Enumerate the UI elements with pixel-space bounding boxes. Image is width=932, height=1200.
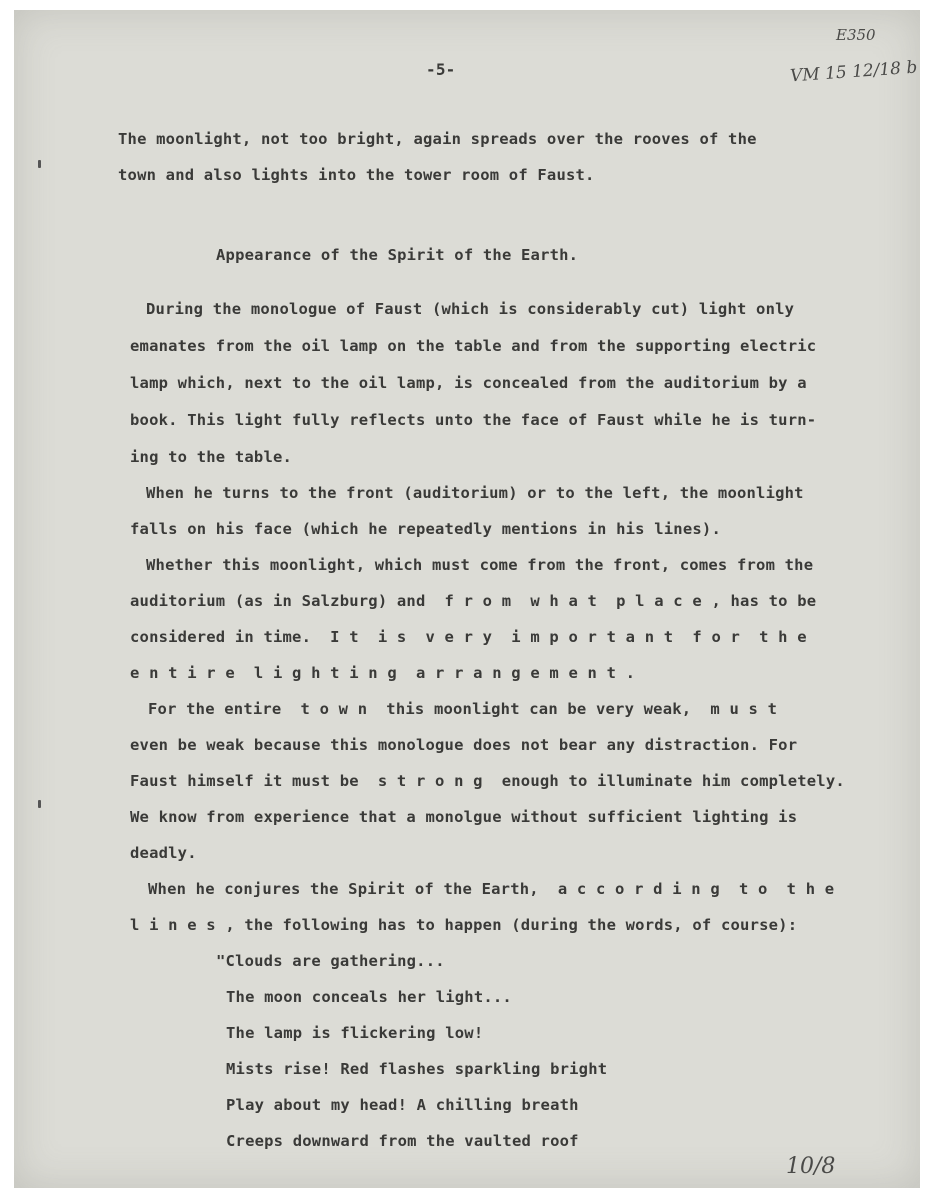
verse-line: Creeps downward from the vaulted roof	[226, 1132, 579, 1150]
text-line: When he conjures the Spirit of the Earth, a c c o r d i n g t o t h e	[148, 880, 835, 898]
text-line: ing to the table.	[130, 448, 293, 466]
text-line: When he turns to the front (auditorium) or to the left, the moonlight	[146, 484, 804, 502]
section-heading: Appearance of the Spirit of the Earth.	[216, 246, 579, 264]
text-line: town and also lights into the tower room of Faust.	[118, 166, 595, 184]
text-line: e n t i r e l i g h t i n g a r r a n g e m e n t .	[130, 664, 636, 682]
folio-number: 10/8	[786, 1154, 836, 1179]
text-line: During the monologue of Faust (which is considerably cut) light only	[146, 300, 795, 318]
text-line: book. This light fully reflects unto the face of Faust while he is turn-	[130, 411, 817, 429]
archive-shelf-mark: VM 15 12/18 b	[789, 57, 918, 87]
text-line: falls on his face (which he repeatedly mentions in his lines).	[130, 520, 721, 538]
text-line: For the entire t o w n this moonlight can be very weak, m u s t	[148, 700, 778, 718]
text-line: lamp which, next to the oil lamp, is concealed from the auditorium by a	[130, 374, 807, 392]
page-number: -5-	[426, 60, 456, 79]
text-line: even be weak because this monologue does not bear any distraction. For	[130, 736, 798, 754]
text-line: deadly.	[130, 844, 197, 862]
verse-line: The moon conceals her light...	[226, 988, 512, 1006]
verse-line: "Clouds are gathering...	[216, 952, 445, 970]
text-line: l i n e s , the following has to happen (during the words, of course):	[130, 916, 798, 934]
text-line: auditorium (as in Salzburg) and f r o m w h a t p l a c e , has to be	[130, 592, 817, 610]
text-line: The moonlight, not too bright, again spreads over the rooves of the	[118, 130, 757, 148]
text-line: Faust himself it must be s t r o n g enough to illuminate him completely.	[130, 772, 845, 790]
margin-mark	[38, 160, 41, 168]
text-line: considered in time. I t i s v e r y i m p o r t a n t f o r t h e	[130, 628, 807, 646]
text-line: Whether this moonlight, which must come from the front, comes from the	[146, 556, 814, 574]
verse-line: The lamp is flickering low!	[226, 1024, 484, 1042]
archive-reference-number: E350	[836, 26, 876, 44]
margin-mark	[38, 800, 41, 808]
typewritten-page	[14, 10, 920, 1188]
text-line: emanates from the oil lamp on the table and from the supporting electric	[130, 337, 817, 355]
verse-line: Play about my head! A chilling breath	[226, 1096, 579, 1114]
text-line: We know from experience that a monolgue without sufficient lighting is	[130, 808, 798, 826]
verse-line: Mists rise! Red flashes sparkling bright	[226, 1060, 608, 1078]
